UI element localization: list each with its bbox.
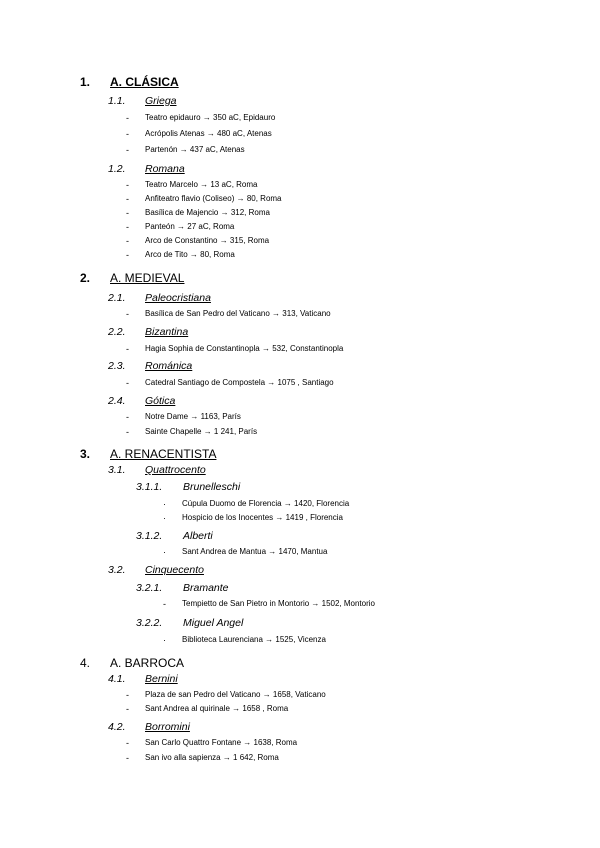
subsection-title: Bernini (145, 673, 178, 685)
list-item-text: Basílica de San Pedro del Vaticano → 313, Vaticano (145, 309, 331, 318)
bullet-dot: · (163, 499, 166, 509)
sub-subsection-number: 3.1.1. (136, 481, 163, 493)
subsection-number: 3.2. (108, 564, 126, 576)
subsection-number: 1.2. (108, 163, 126, 175)
subsection-number: 2.2. (108, 326, 126, 338)
bullet-dash: - (126, 145, 129, 155)
subsection-title: Borromini (145, 721, 190, 733)
subsection-title: Bizantina (145, 326, 189, 338)
subsection-number: 3.1. (108, 464, 126, 476)
list-item-text: Teatro epidauro → 350 aC, Epidauro (145, 113, 276, 122)
subsection-number: 4.1. (108, 673, 126, 685)
bullet-dash: - (126, 250, 129, 260)
bullet-dash: - (126, 412, 129, 422)
bullet-dash: - (126, 208, 129, 218)
subsection-title: Cinquecento (145, 564, 204, 576)
list-item-text: Panteón → 27 aC, Roma (145, 222, 235, 231)
list-item-text: Teatro Marcelo → 13 aC, Roma (145, 180, 258, 189)
list-item-text: Biblioteca Laurenciana → 1525, Vicenza (182, 635, 326, 644)
list-item-text: Acrópolis Atenas → 480 aC, Atenas (145, 129, 272, 138)
section-title: A. MEDIEVAL (110, 271, 185, 285)
list-item-text: Sainte Chapelle → 1 241, París (145, 427, 258, 436)
list-item-text: Arco de Constantino → 315, Roma (145, 236, 270, 245)
list-item-text: Cúpula Duomo de Florencia → 1420, Florencia (182, 499, 350, 508)
bullet-dash: - (126, 690, 129, 700)
bullet-dash: - (126, 344, 129, 354)
section-title: A. BARROCA (110, 656, 185, 670)
bullet-dash: - (126, 378, 129, 388)
section-number: 1. (80, 75, 91, 89)
section-title: A. RENACENTISTA (110, 447, 217, 461)
subsection-number: 1.1. (108, 95, 126, 107)
list-item-text: Tempietto de San Pietro in Montorio → 1502, Montorio (182, 599, 375, 608)
list-item-text: Sant Andrea de Mantua → 1470, Mantua (182, 547, 328, 556)
list-item-text: Anfiteatro flavio (Coliseo) → 80, Roma (145, 194, 282, 203)
list-item-text: Arco de Tito → 80, Roma (145, 250, 235, 259)
bullet-dash: - (126, 129, 129, 139)
bullet-dot: · (163, 513, 166, 523)
subsection-title: Romana (145, 163, 185, 175)
subsection-title: Griega (145, 95, 177, 107)
list-item-text: Notre Dame → 1163, París (145, 412, 241, 421)
list-item-text: Catedral Santiago de Compostela → 1075 , Santiago (145, 378, 334, 387)
subsection-number: 2.4. (108, 395, 126, 407)
bullet-dash: - (126, 309, 129, 319)
bullet-dash: - (126, 738, 129, 748)
bullet-dash: - (126, 427, 129, 437)
list-item-text: Hospicio de los Inocentes → 1419 , Florencia (182, 513, 343, 522)
subsection-title: Quattrocento (145, 464, 206, 476)
list-item-text: Partenón → 437 aC, Atenas (145, 145, 245, 154)
subsection-title: Gótica (145, 395, 176, 407)
list-item-text: San ivo alla sapienza → 1 642, Roma (145, 753, 279, 762)
list-item-text: Basílica de Majencio → 312, Roma (145, 208, 270, 217)
bullet-dash: - (126, 236, 129, 246)
sub-subsection-number: 3.1.2. (136, 530, 163, 542)
section-title: A. CLÁSICA (110, 75, 179, 89)
list-item-text: Hagia Sophia de Constantinopla → 532, Constantinopla (145, 344, 344, 353)
sub-subsection-title: Brunelleschi (183, 481, 241, 493)
section-number: 4. (80, 656, 91, 670)
subsection-title: Paleocristiana (145, 292, 211, 304)
sub-subsection-number: 3.2.1. (136, 582, 163, 594)
bullet-dash: - (163, 599, 166, 609)
section-number: 3. (80, 447, 91, 461)
section-number: 2. (80, 271, 91, 285)
list-item-text: Sant Andrea al quirinale → 1658 , Roma (145, 704, 289, 713)
subsection-number: 2.1. (108, 292, 126, 304)
bullet-dash: - (126, 180, 129, 190)
bullet-dash: - (126, 113, 129, 123)
bullet-dash: - (126, 704, 129, 714)
bullet-dot: · (163, 547, 166, 557)
bullet-dot: · (163, 635, 166, 645)
bullet-dash: - (126, 194, 129, 204)
sub-subsection-number: 3.2.2. (136, 617, 163, 629)
sub-subsection-title: Miguel Angel (183, 617, 244, 629)
subsection-number: 2.3. (108, 360, 126, 372)
list-item-text: San Carlo Quattro Fontane → 1638, Roma (145, 738, 298, 747)
bullet-dash: - (126, 222, 129, 232)
subsection-number: 4.2. (108, 721, 126, 733)
subsection-title: Románica (145, 360, 193, 372)
bullet-dash: - (126, 753, 129, 763)
sub-subsection-title: Alberti (183, 530, 213, 542)
list-item-text: Plaza de san Pedro del Vaticano → 1658, Vaticano (145, 690, 326, 699)
sub-subsection-title: Bramante (183, 582, 229, 594)
